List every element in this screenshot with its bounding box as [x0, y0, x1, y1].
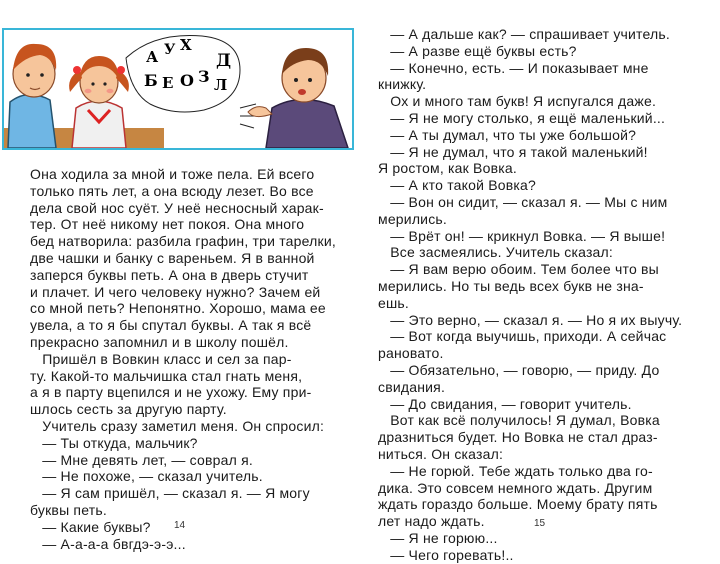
text-line: — Я не думал, что я такой маленький!	[378, 143, 648, 160]
illustration-letter-8: Л	[214, 76, 228, 94]
left-page	[0, 0, 360, 552]
text-line: ниться. Он сказал:	[378, 445, 504, 462]
text-line: Вот как всё получилось! Я думал, Вовка	[378, 412, 660, 429]
illustration-letter-6: О	[180, 71, 194, 90]
text-line: — Я сам пришёл, — сказал я. — Я могу	[30, 485, 310, 502]
text-line: дика. Это совсем немного ждать. Другим	[378, 479, 653, 496]
illustration	[2, 28, 354, 150]
text-line: прекрасно запомнил и в школу пошёл.	[30, 333, 289, 350]
illustration-drawing	[4, 30, 352, 148]
text-line: дразниться будет. Но Вовка не стал драз-	[378, 429, 658, 446]
boy-right-hand	[248, 107, 272, 117]
text-line: Все засмеялись. Учитель сказал:	[378, 244, 614, 261]
text-line: книжку.	[378, 76, 427, 93]
text-line: тер. От неё никому нет покоя. Она много	[30, 216, 305, 233]
text-line: — Ты откуда, мальчик?	[30, 434, 198, 451]
text-line: мерились.	[378, 210, 447, 227]
text-line: — Вот когда выучишь, приходи. А сейчас	[378, 328, 667, 345]
illustration-letter-5: Е	[162, 74, 174, 92]
text-line: — Я не могу столько, я ещё маленький...	[378, 109, 666, 126]
text-line: Она ходила за мной и тоже пела. Ей всего	[30, 166, 315, 182]
text-line: шлось сесть за другую парту.	[30, 401, 227, 418]
text-line: мерились. Но ты ведь всех букв не зна-	[378, 277, 644, 294]
page-number: 14	[174, 520, 186, 531]
text-line: Пришёл в Вовкин класс и сел за пар-	[30, 350, 292, 367]
text-line: дела свой нос суёт. У неё несносный харак-	[30, 199, 324, 216]
text-line: — Это верно, — сказал я. — Но я их выучу.	[378, 311, 683, 328]
text-line: Ох и много там букв! Я испугался даже.	[378, 93, 657, 110]
text-line: — Конечно, есть. — И показывает мне	[378, 59, 649, 76]
text-line: — Вон он сидит, — сказал я. — Мы с ним	[378, 193, 668, 210]
text-line: — До свидания, — говорит учитель.	[378, 395, 632, 412]
text-line: и плачет. И чего человеку нужно? Зачем ей	[30, 283, 321, 300]
text-line: — А разве ещё буквы есть?	[378, 42, 577, 59]
text-line: со мной петь? Непонятно. Хорошо, мама ее	[30, 300, 326, 317]
text-line: Учитель сразу заметил меня. Он спросил:	[30, 417, 325, 434]
text-line: а я в парту вцепился и не ухожу. Ему при-	[30, 384, 312, 401]
text-line: заперся буквы петь. А она в дверь стучит	[30, 266, 309, 283]
text-line: — Врёт он! — крикнул Вовка. — Я выше!	[378, 227, 666, 244]
illustration-letter-9: Д	[216, 51, 232, 71]
text-line: — Чего горевать!..	[378, 546, 514, 563]
text-line: — Я не горюю...	[378, 529, 498, 546]
text-line: — Обязательно, — говорю, — приду. До	[378, 361, 660, 378]
text-line: Я ростом, как Вовка.	[378, 160, 517, 177]
text-line: ждать гораздо больше. Моему брату пять	[378, 496, 658, 513]
text-line: буквы петь.	[30, 501, 107, 518]
text-line: ешь.	[378, 294, 410, 311]
illustration-letter-4: Б	[144, 71, 158, 90]
text-line: — Не похоже, — сказал учитель.	[30, 468, 263, 485]
boy-right-body	[266, 99, 348, 148]
boy-left-body	[8, 94, 56, 148]
text-line: — Какие буквы?	[30, 518, 151, 535]
text-line: увела, а то я бы спутал буквы. А так я всё	[30, 317, 312, 334]
illustration-letter-7: З	[198, 67, 210, 86]
text-line: свидания.	[378, 378, 446, 395]
text-line: — А кто такой Вовка?	[378, 177, 536, 194]
text-line: лет надо ждать.	[378, 513, 485, 530]
text-line: — А дальше как? — спрашивает учитель.	[378, 26, 670, 42]
text-line: две чашки и банку с вареньем. Я в ванной	[30, 249, 315, 266]
illustration-letter-2: У	[164, 42, 176, 58]
illustration-letter-3: Х	[180, 36, 192, 54]
illustration-letter-1: А	[146, 48, 159, 66]
left-page-text	[30, 166, 336, 552]
text-line: — А ты думал, что ты уже большой?	[378, 126, 637, 143]
text-line: — Не горюй. Тебе ждать только два го-	[378, 462, 653, 479]
page-number: 15	[534, 518, 546, 529]
right-page	[360, 0, 720, 563]
text-line: рановато.	[378, 345, 444, 362]
text-line: ту. Какой-то мальчишка стал гнать меня,	[30, 367, 303, 384]
girl-body	[72, 101, 126, 148]
text-line: бед натворила: разбила графин, три тарелки,	[30, 233, 336, 250]
text-line: — А-а-а-а бвгдэ-э-э...	[30, 535, 186, 552]
right-page-text	[378, 26, 696, 564]
text-line: — Мне девять лет, — соврал я.	[30, 451, 253, 468]
text-line: только пять лет, а она всюду лезет. Во все	[30, 182, 314, 199]
text-line: — Я вам верю обоим. Тем более что вы	[378, 261, 659, 278]
